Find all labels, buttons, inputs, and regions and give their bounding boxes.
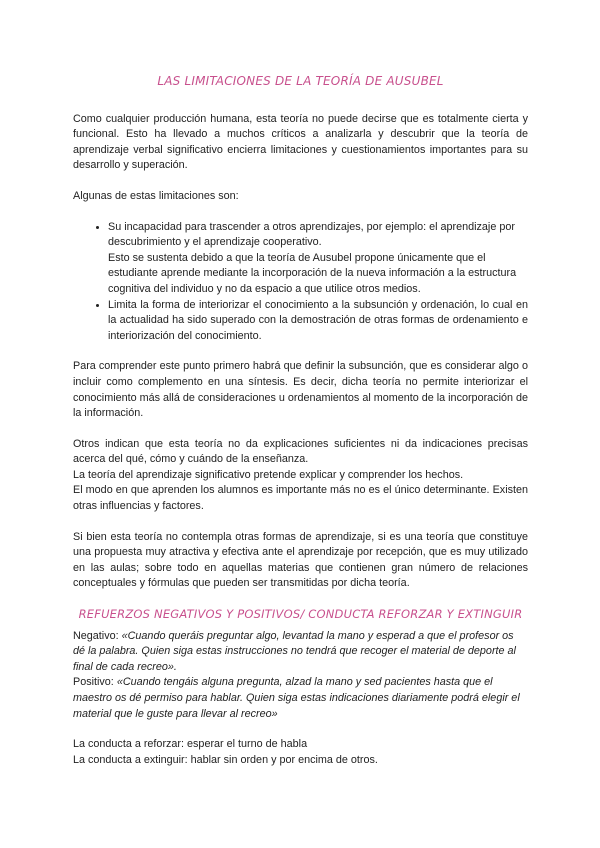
- subsuncion-paragraph: Para comprender este punto primero habrá que definir la subsunción, que es considerar algo o incluir como complemento en una síntesis. Es decir, dicha teoría no permite interiorizar el conocimiento más allá de consideraciones u ordenamientos al momento de la incorporación de la información.: [73, 360, 528, 420]
- otros-paragraph: [73, 437, 528, 515]
- document-content: [73, 74, 528, 768]
- positive-example: [73, 675, 528, 722]
- list-item: [108, 298, 528, 345]
- otros-line: El modo en que aprenden los alumnos es importante más no es el único determinante. Existen otras influencias y factores.: [73, 484, 528, 513]
- list-item: [108, 220, 528, 298]
- otros-line: Otros indican que esta teoría no da explicaciones suficientes ni da indicaciones precisas acerca del qué, cómo y cuándo de la enseñanza.: [73, 437, 528, 466]
- positive-label: Positivo:: [73, 676, 117, 689]
- list-item-extra: Esto se sustenta debido a que la teoría de Ausubel propone únicamente que el estudiante aprende mediante la incorporación de la nueva información a la estructura cognitiva del individuo y no da espacio a que utilice otros medios.: [108, 251, 517, 295]
- conclusion-paragraph: Si bien esta teoría no contempla otras formas de aprendizaje, si es una teoría que constituye una propuesta muy atractiva y efectiva ante el aprendizaje por recepción, que es muy utilizado en las aulas; sobre todo en aquellas materias que contienen gran número de relaciones conceptuales y fórmulas que pueden ser transmitidas por dicha teoría.: [73, 530, 528, 590]
- list-item-text: Limita la forma de interiorizar el conocimiento a la subsunción y ordenación, lo cual en la actualidad ha sido superado con la demostración de otras formas de ordenamiento e interiorización del conocimiento.: [108, 298, 528, 342]
- list-item-text: Su incapacidad para trascender a otros aprendizajes, por ejemplo: el aprendizaje por descubrimiento y el aprendizaje cooperativo.: [108, 220, 515, 249]
- reinforce-line: La conducta a reforzar: esperar el turno de habla: [73, 738, 308, 751]
- section-title-limitaciones: LAS LIMITACIONES DE LA TEORÍA DE AUSUBEL: [157, 74, 444, 88]
- extinguish-line: La conducta a extinguir: hablar sin orden y por encima de otros.: [73, 753, 378, 766]
- list-intro: Algunas de estas limitaciones son:: [73, 189, 239, 202]
- intro-paragraph: Como cualquier producción humana, esta teoría no puede decirse que es totalmente cierta y funcional. Esto ha llevado a muchos críticos a analizarla y descubrir que la teoría de aprendizaje verbal significativo encierra limitaciones y cuestionamientos importantes para su desarrollo y superación.: [73, 112, 528, 172]
- positive-quote: «Cuando tengáis alguna pregunta, alzad la mano y sed pacientes hasta que el maestro os dé permiso para hablar. Quien siga estas indicaciones diariamente podrá elegir el material que le guste para llevar al recreo»: [73, 676, 520, 720]
- otros-line: La teoría del aprendizaje significativo pretende explicar y comprender los hechos.: [73, 468, 464, 481]
- section-title-refuerzos: REFUERZOS NEGATIVOS Y POSITIVOS/ CONDUCTA REFORZAR Y EXTINGUIR: [78, 607, 523, 622]
- limitations-list: [73, 220, 528, 345]
- negative-quote: «Cuando queráis preguntar algo, levantad la mano y esperad a que el profesor os dé la palabra. Quien siga estas instrucciones no tendrá que recoger el material de deporte al final de cada recreo».: [73, 629, 516, 673]
- negative-example: [73, 629, 528, 676]
- negative-label: Negativo:: [73, 629, 122, 642]
